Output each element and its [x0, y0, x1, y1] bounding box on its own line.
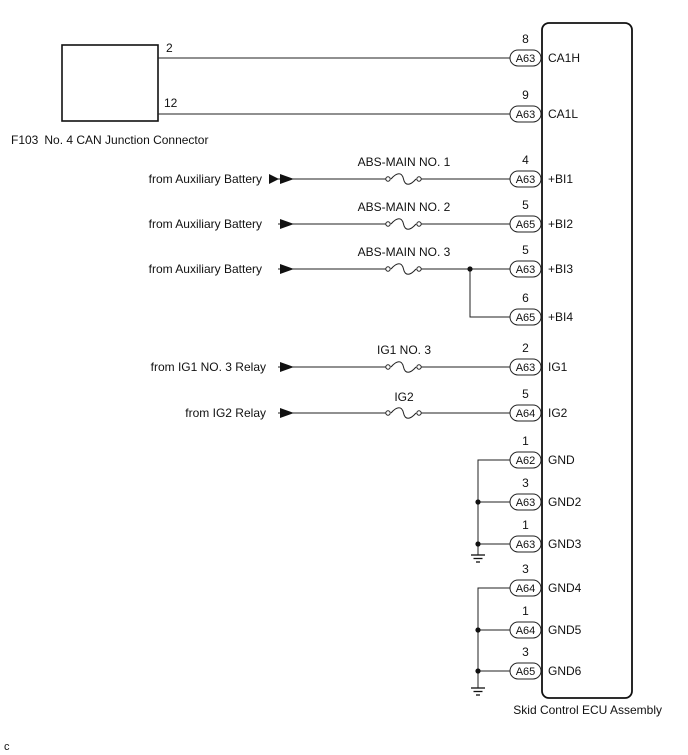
ground-group-2	[471, 588, 510, 695]
fuse-label-abs-main-2: ABS-MAIN NO. 2	[357, 200, 451, 214]
pin-number: 4	[522, 153, 529, 167]
ground-icon	[471, 555, 485, 562]
connector-id: A63	[515, 362, 536, 374]
fuse-label-ig1-no3: IG1 NO. 3	[376, 343, 432, 357]
pin-number: 2	[522, 341, 529, 355]
pin-number: 6	[522, 291, 529, 305]
connector-id: A62	[515, 455, 536, 467]
junction-connector-box	[62, 45, 158, 121]
connector-id: A63	[515, 539, 536, 551]
junction-code: F103	[11, 133, 39, 147]
connector-id: A63	[515, 264, 536, 276]
ground-icon	[471, 688, 485, 695]
corner-mark: c	[4, 741, 10, 753]
fuse-label-ig2: IG2	[394, 390, 414, 404]
ecu-name: Skid Control ECU Assembly	[513, 703, 662, 717]
pin-number: 5	[522, 387, 529, 401]
signal-label: GND3	[548, 537, 582, 551]
connector-id: A63	[515, 53, 536, 65]
junction-pin-12: 12	[164, 96, 178, 110]
pin-number: 9	[522, 88, 529, 102]
fuse-icon	[386, 174, 421, 185]
pin-number: 3	[522, 645, 529, 659]
pin-number: 1	[522, 518, 529, 532]
junction-title	[11, 133, 208, 147]
fuse-icon	[386, 408, 421, 419]
signal-label: +BI1	[548, 172, 574, 186]
fuse-label-abs-main-3: ABS-MAIN NO. 3	[357, 245, 451, 259]
signal-label: +BI3	[548, 262, 574, 276]
arrow-icon	[280, 219, 294, 229]
fuse-icon	[386, 264, 421, 275]
pin-number: 5	[522, 243, 529, 257]
pin-number: 3	[522, 476, 529, 490]
pin-number: 1	[522, 604, 529, 618]
fuse-icon	[386, 362, 421, 373]
pin-number: 3	[522, 562, 529, 576]
signal-label: IG1	[548, 360, 568, 374]
signal-label: GND5	[548, 623, 582, 637]
power-bi3-circuit	[278, 266, 510, 317]
pin-number: 8	[522, 32, 529, 46]
connector-id: A65	[515, 219, 536, 231]
source-label-bi1: from Auxiliary Battery	[148, 172, 262, 186]
arrow-icon	[280, 408, 294, 418]
connector-id: A63	[515, 109, 536, 121]
ground-group-1	[471, 460, 510, 562]
signal-label: GND2	[548, 495, 582, 509]
connector-id: A63	[515, 497, 536, 509]
connector-id: A65	[515, 312, 536, 324]
signal-label: +BI4	[548, 310, 574, 324]
connector-id: A63	[515, 174, 536, 186]
source-label-ig1: from IG1 NO. 3 Relay	[150, 360, 266, 374]
fuse-icon	[386, 219, 421, 230]
signal-label: GND4	[548, 581, 582, 595]
connector-id: A64	[515, 625, 536, 637]
source-arrows	[280, 174, 294, 418]
fuse-label-abs-main-1: ABS-MAIN NO. 1	[357, 155, 451, 169]
junction-pin-2: 2	[166, 41, 173, 55]
signal-label: CA1L	[548, 107, 579, 121]
source-label-bi2: from Auxiliary Battery	[148, 217, 262, 231]
junction-name: No. 4 CAN Junction Connector	[44, 133, 209, 147]
connector-id: A64	[515, 583, 536, 595]
source-label-ig2: from IG2 Relay	[185, 406, 266, 420]
signal-label: +BI2	[548, 217, 574, 231]
signal-label: CA1H	[548, 51, 581, 65]
arrow-icon	[280, 362, 294, 372]
arrow-icon	[280, 174, 294, 184]
connector-id: A65	[515, 666, 536, 678]
pin-number: 1	[522, 434, 529, 448]
arrow-icon	[280, 264, 294, 274]
signal-label: GND6	[548, 664, 582, 678]
connector-id: A64	[515, 408, 536, 420]
signal-label: IG2	[548, 406, 568, 420]
source-label-bi3: from Auxiliary Battery	[148, 262, 262, 276]
signal-label: GND	[548, 453, 575, 467]
pin-number: 5	[522, 198, 529, 212]
